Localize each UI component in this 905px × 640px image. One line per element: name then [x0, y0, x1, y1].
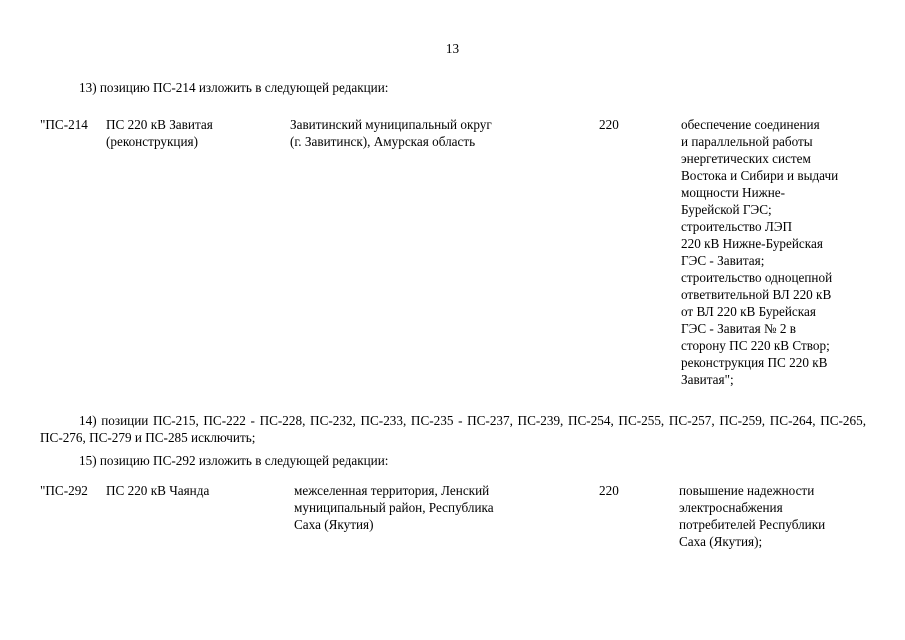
purpose-line: сторону ПС 220 кВ Створ;	[681, 338, 830, 353]
voltage-cell: 220	[599, 483, 619, 498]
purpose-line: мощности Нижне-	[681, 185, 786, 200]
purpose-line: Бурейской ГЭС;	[681, 202, 772, 217]
name-line: (реконструкция)	[106, 134, 198, 149]
purpose-line: от ВЛ 220 кВ Бурейская	[681, 304, 816, 319]
location-line: межселенная территория, Ленский	[294, 483, 490, 498]
purpose-line: Востока и Сибири и выдачи	[681, 168, 839, 183]
purpose-line: повышение надежности	[679, 483, 815, 498]
purpose-line: 220 кВ Нижне-Бурейская	[681, 236, 823, 251]
page-number: 13	[445, 41, 460, 56]
purpose-line: обеспечение соединения	[681, 117, 820, 132]
location-line: муниципальный район, Республика	[294, 500, 494, 515]
code-cell: "ПС-292	[40, 483, 88, 498]
name-cell	[106, 116, 266, 150]
purpose-line: строительство ЛЭП	[681, 219, 793, 234]
location-cell	[290, 116, 550, 150]
purpose-line: ответвительной ВЛ 220 кВ	[681, 287, 832, 302]
name-cell	[106, 482, 266, 499]
code-cell: "ПС-214	[40, 117, 88, 132]
location-line: Завитинский муниципальный округ	[290, 117, 492, 132]
purpose-line: электроснабжения	[679, 500, 783, 515]
name-line: ПС 220 кВ Чаянда	[106, 483, 210, 498]
name-line: ПС 220 кВ Завитая	[106, 117, 213, 132]
item-15-paragraph: 15) позицию ПС-292 изложить в следующей редакции:	[79, 453, 389, 468]
purpose-line: реконструкция ПС 220 кВ	[681, 355, 828, 370]
item-13-paragraph: 13) позицию ПС-214 изложить в следующей редакции:	[79, 80, 389, 95]
location-line: Саха (Якутия)	[294, 517, 374, 532]
purpose-line: Завитая";	[681, 372, 734, 387]
purpose-cell	[681, 116, 881, 388]
purpose-line: строительство одноцепной	[681, 270, 833, 285]
purpose-line: потребителей Республики	[679, 517, 826, 532]
purpose-line: Саха (Якутия);	[679, 534, 763, 549]
purpose-line: энергетических систем	[681, 151, 811, 166]
location-cell	[294, 482, 554, 533]
purpose-line: и параллельной работы	[681, 134, 813, 149]
purpose-line: ГЭС - Завитая;	[681, 253, 765, 268]
voltage-cell: 220	[599, 117, 619, 132]
item-14-paragraph: 14) позиции ПС-215, ПС-222 - ПС-228, ПС-232, ПС-233, ПС-235 - ПС-237, ПС-239, ПС-254, ПС-255, ПС-257, ПС-259, ПС-264, ПС-265, ПС-276, ПС-279 и ПС-285 исключить;	[40, 413, 866, 445]
purpose-cell	[679, 482, 879, 550]
purpose-line: ГЭС - Завитая № 2 в	[681, 321, 796, 336]
location-line: (г. Завитинск), Амурская область	[290, 134, 476, 149]
